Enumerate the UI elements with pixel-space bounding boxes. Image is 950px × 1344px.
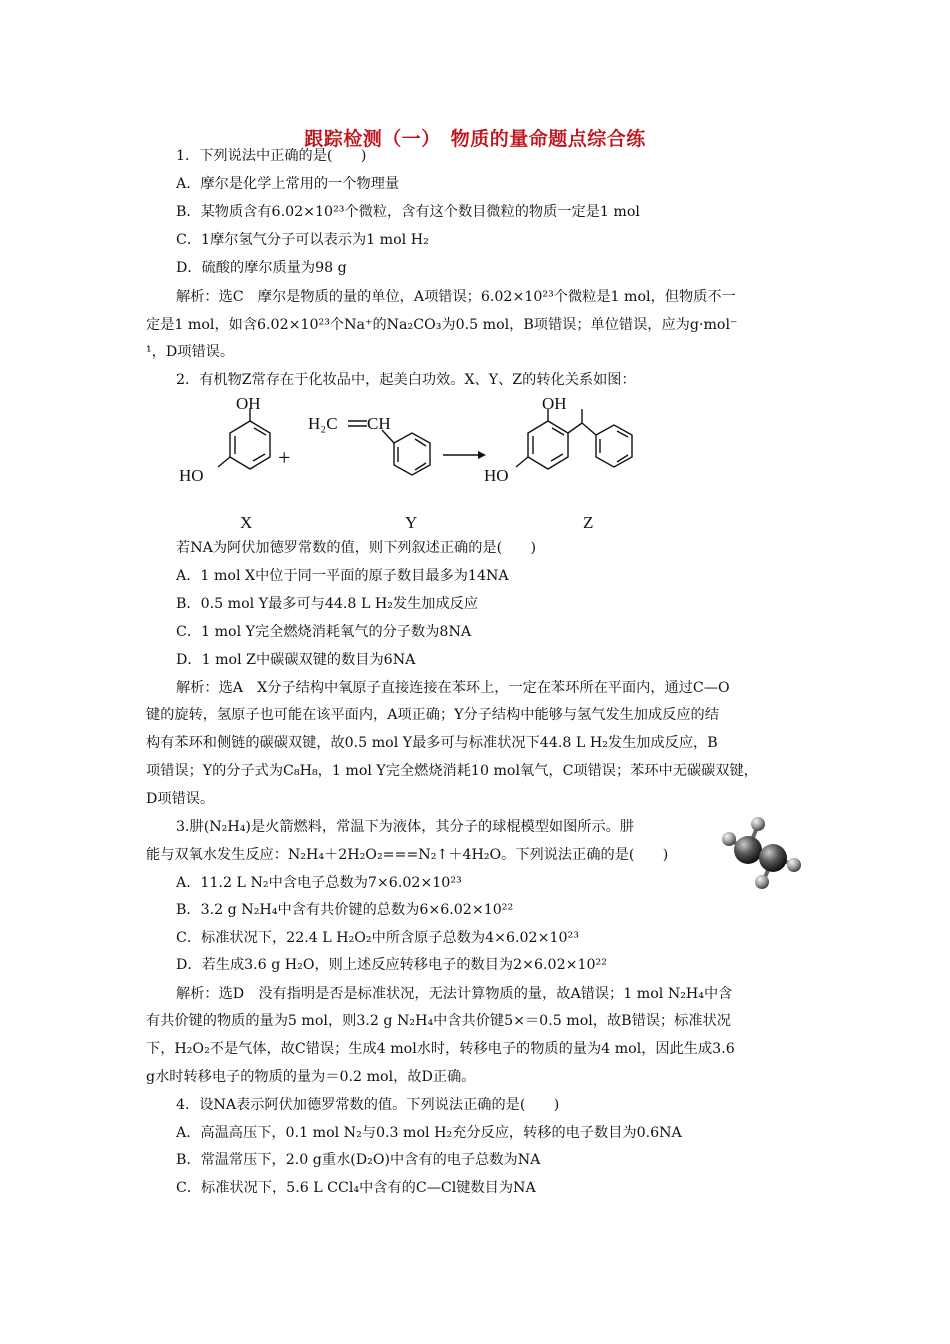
q1-option-a: A．摩尔是化学上常用的一个物理量 (176, 176, 400, 192)
q2-option-d: D．1 mol Z中碳碳双键的数目为6NA (176, 652, 416, 668)
q3-explanation-line: 解析：选D 没有指明是否是标准状况，无法计算物质的量，故A错误；1 mol N₂H₄中含 (176, 986, 733, 1002)
y-h2c-label: H₂C (308, 414, 338, 433)
y-ch-label: CH (367, 414, 391, 433)
q4-option-c: C．标准状况下，5.6 L CCl₄中含有的C—Cl键数目为NA (176, 1180, 536, 1196)
q1-explanation-line: ¹，D项错误。 (146, 344, 235, 360)
q2-option-a: A．1 mol X中位于同一平面的原子数目最多为14NA (176, 568, 509, 584)
q2-explanation-line: D项错误。 (146, 791, 215, 807)
hydrazine-ball-stick-model (718, 812, 808, 892)
reaction-scheme-figure (160, 395, 680, 535)
q2-explanation-line: 键的旋转，氢原子也可能在该平面内，A项正确；Y分子结构中能够与氢气发生加成反应的结 (146, 707, 719, 723)
x-oh-label: OH (236, 395, 261, 413)
page-title: 跟踪检测（一） 物质的量命题点综合练 (304, 128, 646, 150)
q1-option-d: D．硫酸的摩尔质量为98 g (176, 260, 347, 276)
q3-option-b: B．3.2 g N₂H₄中含有共价键的总数为6×6.02×10²² (176, 902, 514, 918)
q2-option-b: B．0.5 mol Y最多可与44.8 L H₂发生加成反应 (176, 596, 479, 612)
q2-question: 若NA为阿伏加德罗常数的值，则下列叙述正确的是( ) (176, 540, 537, 556)
compound-y-label: Y (405, 513, 418, 532)
q2-explanation-line: 项错误；Y的分子式为C₈H₈，1 mol Y完全燃烧消耗10 mol氧气，C项错误；苯环中无碳碳双键， (146, 763, 758, 779)
q3-explanation-line: 下，H₂O₂不是气体，故C错误；生成4 mol水时，转移电子的物质的量为4 mol，因此生成3.6 (146, 1041, 735, 1057)
z-oh-label: OH (542, 395, 567, 413)
q2-explanation-line: 构有苯环和侧链的碳碳双键，故0.5 mol Y最多可与标准状况下44.8 L H₂发生加成反应，B (146, 735, 718, 751)
q4-stem: 4．设NA表示阿伏加德罗常数的值。下列说法正确的是( ) (176, 1097, 560, 1113)
q3-explanation-line: 有共价键的物质的量为5 mol，则3.2 g N₂H₄中含共价键5×＝0.5 mol，故B错误；标准状况 (146, 1013, 731, 1029)
q1-stem: 1．下列说法中正确的是( ) (176, 148, 367, 164)
compound-x-label: X (240, 513, 253, 532)
q3-explanation-line: g水时转移电子的物质的量为＝0.2 mol，故D正确。 (146, 1069, 476, 1085)
compound-z-label: Z (583, 513, 594, 532)
q2-option-c: C．1 mol Y完全燃烧消耗氧气的分子数为8NA (176, 624, 472, 640)
q3-stem: 3.肼(N₂H₄)是火箭燃料，常温下为液体，其分子的球棍模型如图所示。肼 (176, 819, 635, 835)
q3-option-c: C．标准状况下，22.4 L H₂O₂中所含原子总数为4×6.02×10²³ (176, 930, 579, 946)
q1-option-b: B．某物质含有6.02×10²³个微粒，含有这个数目微粒的物质一定是1 mol (176, 204, 640, 220)
q4-option-a: A．高温高压下，0.1 mol N₂与0.3 mol H₂充分反应，转移的电子数目为0.6NA (176, 1125, 682, 1141)
q4-option-b: B．常温常压下，2.0 g重水(D₂O)中含有的电子总数为NA (176, 1152, 541, 1168)
plus-sign: + (278, 445, 291, 470)
z-ho-label: HO (484, 466, 509, 485)
x-ho-label: HO (179, 466, 204, 485)
q3-option-a: A．11.2 L N₂中含电子总数为7×6.02×10²³ (176, 875, 462, 891)
q1-explanation-line: 解析：选C 摩尔是物质的量的单位，A项错误；6.02×10²³个微粒是1 mol，但物质不一 (176, 289, 736, 305)
q3-option-d: D．若生成3.6 g H₂O，则上述反应转移电子的数目为2×6.02×10²² (176, 957, 607, 973)
q1-option-c: C．1摩尔氢气分子可以表示为1 mol H₂ (176, 232, 429, 248)
q2-stem: 2．有机物Z常存在于化妆品中，起美白功效。X、Y、Z的转化关系如图： (176, 372, 636, 388)
q3-stem: 能与双氧水发生反应：N₂H₄＋2H₂O₂===N₂↑＋4H₂O。下列说法正确的是( ) (146, 847, 669, 863)
q1-explanation-line: 定是1 mol，如含6.02×10²³个Na⁺的Na₂CO₃为0.5 mol，B项错误；单位错误，应为g·mol⁻ (146, 317, 738, 333)
q2-explanation-line: 解析：选A X分子结构中氧原子直接连接在苯环上，一定在苯环所在平面内，通过C—O (176, 680, 730, 696)
